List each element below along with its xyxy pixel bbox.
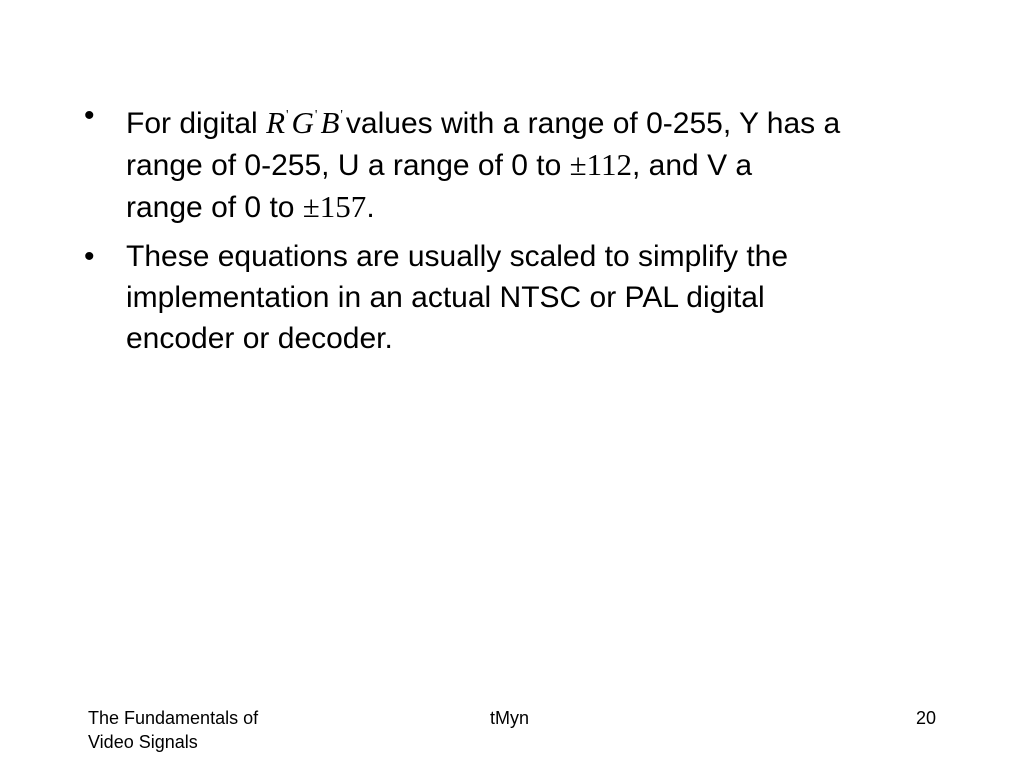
u-range-value: ±112 [569,147,633,182]
text-fragment: range of 0-255, U a range of 0 to [126,149,570,182]
text-fragment: , and V a [632,149,753,182]
footer-presentation-title [88,706,308,754]
v-range-value: ±157 [302,189,367,224]
math-r: R [266,105,285,140]
rgb-prime-formula [266,105,346,140]
prime-mark: ' [286,108,289,123]
math-b: B [320,105,340,140]
prime-mark: ' [314,108,318,123]
prime-mark: ' [340,108,343,123]
bullet-1-line-3 [126,186,964,228]
bullet-marker: • [84,240,95,273]
bullet-item-2 [84,236,964,359]
bullet-marker: • [84,99,95,132]
footer-author: tMyn [490,708,530,728]
footer-page-number: 20 [916,708,937,728]
bullet-2-line-2: implementation in an actual NTSC or PAL digital [126,281,765,314]
bullet-item-1 [84,95,964,228]
math-g: G [291,105,314,140]
text-fragment: . [366,191,375,224]
text-fragment: values with a range of 0-255, Y has a [345,107,841,140]
footer-title-line-2: Video Signals [88,732,198,752]
slide-body [84,95,964,367]
text-fragment: range of 0 to [126,191,303,224]
bullet-2-line-1: These equations are usually scaled to simplify the [126,240,789,273]
bullet-1-line-2 [126,144,964,186]
text-fragment: For digital [126,107,267,140]
bullet-1-line-1 [126,95,964,144]
bullet-2-line-3: encoder or decoder. [126,322,393,355]
footer-title-line-1: The Fundamentals of [88,708,259,728]
